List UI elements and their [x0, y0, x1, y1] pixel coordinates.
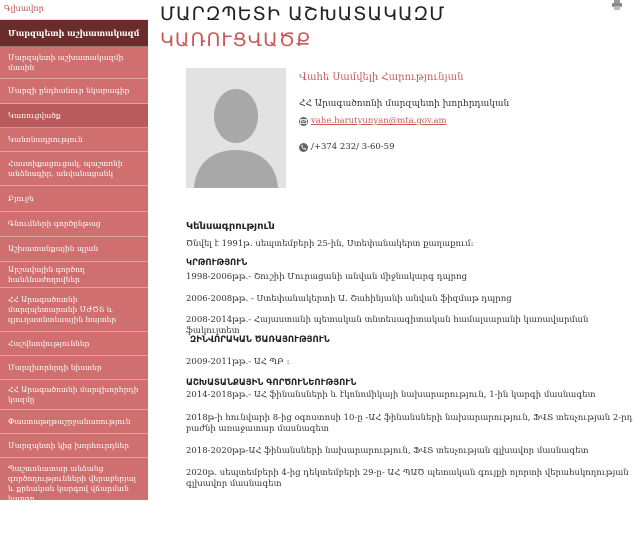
- sidebar-item-documents[interactable]: Փաստաթղթաշրջանառություն: [0, 410, 148, 434]
- sidebar-item-staff[interactable]: Մարզպետի աշխատակազմ: [0, 20, 148, 47]
- sidebar-item-officials[interactable]: Պաշտոնատար անձանց գործողությունների վերաբերյալ և քրեական կարգով վճարման կարգը: [0, 458, 148, 510]
- bio-military-1: 2009-2011թթ.- ԱՀ ՊԲ ։: [186, 357, 290, 367]
- sidebar-home-link[interactable]: Գլխավոր: [0, 0, 148, 20]
- bio-title: Կենսագրություն: [186, 221, 275, 232]
- sidebar-item-council-members[interactable]: ՀՀ Արագածոտնի մարզխորհրդի կազմը: [0, 380, 148, 410]
- sidebar-item-about[interactable]: Մարզպետի աշխատակազմի մասին: [0, 47, 148, 79]
- profile-email-link[interactable]: vahe.harutyunyan@mta.gov.am: [311, 116, 447, 126]
- profile-phone-row: [299, 142, 395, 152]
- sidebar-item-charter[interactable]: Կանոնադրություն: [0, 128, 148, 152]
- bio-work-heading: ԱՇԽԱՏԱՆՔԱՅԻՆ ԳՈՐԾՈՒՆԵՈՒԹՅՈՒՆ: [186, 378, 357, 388]
- sidebar-item-structure[interactable]: Կառուցվածք: [0, 104, 148, 128]
- bio-work-2: 2018թ-ի հունվարի 8-ից օգոստոսի 10-ը -ԱՀ ֆինանսների նախարարություն, ՖՎՏ տեսչության 2-րդ բաժնի առաջատար մասնագետ: [186, 413, 633, 434]
- bio-work-4: 2020թ. սեպտեմբերի 4-ից դեկտեմբերի 29-ը- ԱՀ ՊԱԾ պետական գույքի ոլորտի վերահսկողության գլխավոր մասնագետ: [186, 468, 629, 489]
- bio-birth: Ծնվել է 1991թ. սեպտեմբերի 25-ին, Ստեփանակերտ քաղաքում:: [186, 239, 474, 249]
- mail-icon: [299, 117, 308, 126]
- person-silhouette-icon: [186, 68, 286, 188]
- page-header: [160, 0, 630, 56]
- bio-education-2: 2006-2008թթ. - Ստեփանակերտի Ա. Շահինյանի անվան ֆիզմաթ դպրոց: [186, 294, 512, 304]
- bio-education-heading: ԿՐԹՈՒԹՅՈՒՆ: [186, 258, 248, 268]
- profile-name: Վահե Սամվելի Հարությունյան: [299, 72, 464, 83]
- bio-education-1: 1998-2006թթ.- Շուշիի Մուրացանի անվան միջնակարգ դպրոց: [186, 272, 468, 282]
- sidebar-item-staffing[interactable]: Հաստիքացուցակ, պաշտոնի անձնագիր, անվանացանկ: [0, 152, 148, 186]
- profile-photo-placeholder: [186, 68, 286, 188]
- bio-work-1: 2014-2018թթ.- ԱՀ ֆինանսների և էկոնոմիկայի նախարարություն, 1-ին կարգի մասնագետ: [186, 390, 596, 400]
- page-subtitle: ԿԱՌՈՒՑՎԱԾՔ: [160, 29, 312, 51]
- sidebar-item-reports[interactable]: Հաշվետվություններ: [0, 332, 148, 356]
- phone-icon: [299, 143, 308, 152]
- bio-work-3: 2018-2020թթ-ԱՀ ֆինանսների նախարարություն, ՖՎՏ տեսչության գլխավոր մասնագետ: [186, 446, 589, 456]
- sidebar-item-budget[interactable]: Բյուջե: [0, 186, 148, 212]
- sidebar-item-commissions[interactable]: Արշավային գործող հանձնաժողովներ: [0, 262, 148, 288]
- sidebar: [0, 0, 148, 531]
- sidebar-item-work-plan[interactable]: Աշխատանքային պլան: [0, 237, 148, 262]
- bio-education-3: 2008-2014թթ.- Հայաստանի պետական տնտեսագիտական համալսարանի կառավարման ֆակուլտետ: [186, 315, 589, 336]
- sidebar-item-councils[interactable]: Մարզպետի կից խորհուրդներ: [0, 434, 148, 458]
- profile-phone: /+374 232/ 3-60-59: [311, 142, 395, 152]
- sidebar-item-development[interactable]: Կազմավորման և զարգացման գործընթաց: [0, 510, 148, 534]
- sidebar-item-council-sessions[interactable]: Մարզխորհրդի նիստեր: [0, 356, 148, 380]
- sidebar-item-procurement[interactable]: Գնումների գործընթաց: [0, 212, 148, 237]
- profile-email-row: [299, 116, 447, 126]
- sidebar-item-description[interactable]: Մարզի ընդհանուր նկարագիր: [0, 79, 148, 104]
- sidebar-item-programs[interactable]: ՀՀ Արագածոտնի մարզպետարանի ՄԺԾՏ և գյուղատնտեսային հայտեր: [0, 288, 148, 332]
- profile-position: ՀՀ Արագածոտնի մարզպետի խորհրդական: [299, 99, 510, 109]
- print-icon[interactable]: [611, 0, 623, 10]
- page-title: ՄԱՐԶՊԵՏԻ ԱՇԽԱՏԱԿԱԶՄ: [160, 3, 446, 25]
- bio-military-heading: ԶԻՆՎՈՐԱԿԱՆ ԾԱՌԱՅՈՒԹՅՈՒՆ: [190, 335, 330, 345]
